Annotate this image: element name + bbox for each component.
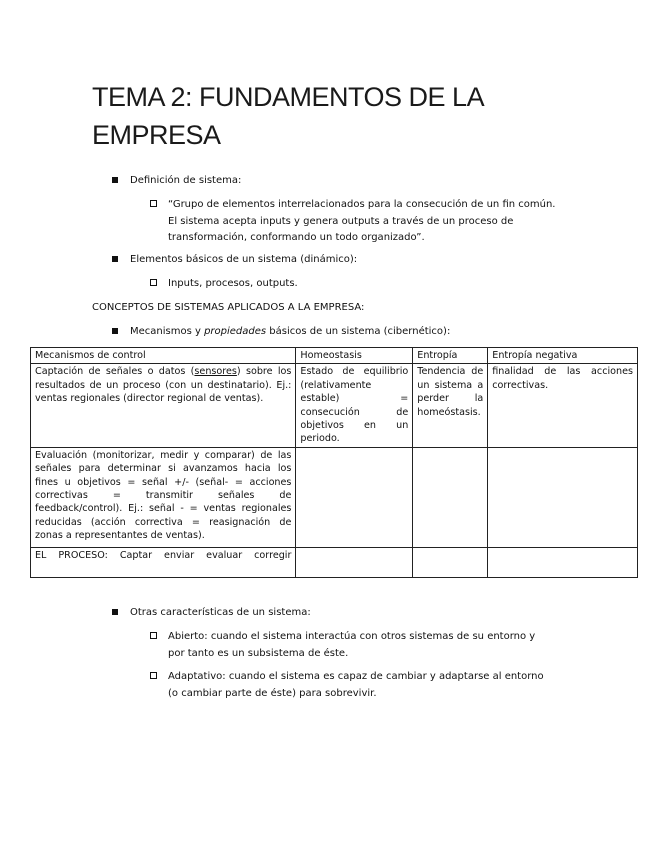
table-header-row	[31, 348, 638, 364]
table-header-cell: Homeostasis	[296, 348, 413, 364]
square-bullet-icon	[112, 328, 118, 334]
table-cell	[413, 547, 488, 577]
table-cell: finalidad de las acciones correctivas.	[488, 364, 638, 447]
cell-text: Captación de señales o datos (	[35, 366, 195, 378]
bullet-label: Elementos básicos de un sistema (dinámico):	[130, 254, 358, 265]
table-row	[31, 547, 638, 577]
square-bullet-icon	[112, 256, 118, 262]
subitem-definicion-quote	[168, 197, 566, 247]
table-header-cell: Mecanismos de control	[31, 348, 296, 364]
bullet-label: Otras características de un sistema:	[130, 607, 311, 618]
bullet-elementos	[130, 252, 357, 268]
subitem-elementos	[168, 276, 298, 293]
subitem-text: Abierto: cuando el sistema interactúa con otros sistemas de su entorno y por tanto es un subsistema de éste.	[168, 631, 536, 659]
table-header-cell: Entropía	[413, 348, 488, 364]
table-row	[31, 447, 638, 547]
hollow-square-bullet-icon	[150, 632, 157, 639]
table-cell	[296, 547, 413, 577]
table-cell	[296, 447, 413, 547]
systems-table	[30, 347, 638, 578]
table-cell: Tendencia de un sistema a perder la homeóstasis.	[413, 364, 488, 447]
mecanismos-prefix: Mecanismos y	[130, 326, 205, 337]
page-title: TEMA 2: FUNDAMENTOS DE LA EMPRESA	[92, 82, 483, 150]
bullet-mecanismos	[130, 324, 450, 340]
bullet-definicion	[130, 173, 241, 189]
hollow-square-bullet-icon	[150, 279, 157, 286]
subitem-text: Inputs, procesos, outputs.	[168, 278, 298, 289]
table-cell	[413, 447, 488, 547]
subitem-text: Adaptativo: cuando el sistema es capaz de cambiar y adaptarse al entorno (o cambiar parte de éste) para sobrevivir.	[168, 671, 544, 699]
hollow-square-bullet-icon	[150, 200, 157, 207]
mecanismos-italic: propiedades	[204, 326, 267, 337]
bullet-label: Definición de sistema:	[130, 175, 242, 186]
table-cell	[488, 547, 638, 577]
bullet-otras	[130, 605, 311, 621]
table-row	[31, 364, 638, 447]
table-cell	[31, 364, 296, 447]
table-cell	[488, 447, 638, 547]
subitem-abierto	[168, 629, 548, 662]
quote-text: “Grupo de elementos interrelacionados para la consecución de un fin común. El sistema acepta inputs y genera outputs a través de un proceso de transformación, conformando un todo organizado”.	[168, 199, 556, 243]
hollow-square-bullet-icon	[150, 672, 157, 679]
concepts-heading: CONCEPTOS DE SISTEMAS APLICADOS A LA EMPRESA:	[92, 302, 365, 313]
subitem-adaptativo	[168, 669, 548, 702]
square-bullet-icon	[112, 177, 118, 183]
table-cell: Evaluación (monitorizar, medir y comparar) de las señales para determinar si avanzamos hacia los fines u objetivos = señal +/- (señal- = acciones correctivas = transmitir señales de feedback/control). Ej.: señal - = ventas regionales reducidas (acción correctiva = reasignación de zonas a representantes de ventas).	[31, 447, 296, 547]
table-cell: EL PROCESO: Captar enviar evaluar corregir	[31, 547, 296, 577]
cell-underlined-text: sensores	[194, 366, 237, 378]
square-bullet-icon	[112, 609, 118, 615]
table-header-cell: Entropía negativa	[488, 348, 638, 364]
mecanismos-suffix: básicos de un sistema (cibernético):	[266, 326, 451, 337]
table-cell: Estado de equilibrio (relativamente estable) = consecución de objetivos en un periodo.	[296, 364, 413, 447]
cell-text: ) sobre los resultados de un proceso (con un destinatario). Ej.: ventas regionales (director regional de ventas).	[35, 366, 292, 405]
